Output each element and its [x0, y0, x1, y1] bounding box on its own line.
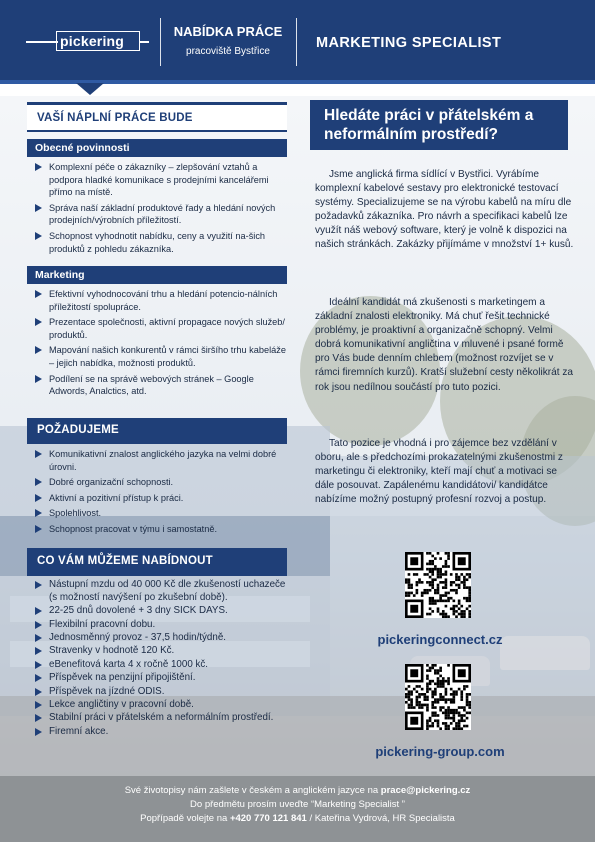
marketing-title: Marketing	[27, 266, 287, 284]
logo-text: pickering	[60, 33, 125, 49]
list-item: eBenefitová karta 4 x ročně 1000 kč.	[27, 659, 289, 672]
candidate-paragraph: Ideální kandidát má zkušenosti s marketingem a základní znalosti elektroniky. Má chuť řešit technické problémy, je proaktivní a organizačně schopný. Velmi dobrá komunikativní angličtina v mluvené i psané formě pro Vás bude denním chlebem (možnost rozvíjet se v rámci firemních kurzů). Kratší služební cesty několikrát za rok jsou nedílnou součástí pro tuto pozici.	[315, 297, 574, 393]
offer-title: NABÍDKA PRÁCE	[173, 24, 283, 39]
url-pickering-group[interactable]: pickering-group.com	[375, 744, 505, 759]
bullet-icon	[35, 346, 42, 354]
list-item: Dobré organizační schopnosti.	[27, 476, 289, 489]
bullet-icon	[35, 318, 42, 326]
header-notch	[76, 83, 104, 95]
bullet-icon	[35, 701, 42, 709]
bullet-icon	[35, 375, 42, 383]
url-pickeringconnect[interactable]: pickeringconnect.cz	[377, 632, 503, 647]
left-column	[27, 100, 287, 776]
list-item: Schopnost pracovat v týmu i samostatně.	[27, 523, 289, 536]
list-item: Komplexní péče o zákazníky – zlepšování vztahů a podpora hladké komunikace s prodejními kancelářemi přímo na místě.	[27, 161, 289, 199]
marketing-list	[27, 288, 289, 401]
footer-line-2: Do předmětu prosím uveďte “Marketing Specialist ”	[190, 799, 405, 810]
list-item: Příspěvek na jízdné ODIS.	[27, 686, 289, 699]
contact-phone[interactable]: +420 770 121 841	[229, 813, 307, 824]
list-item: Spolehlivost.	[27, 507, 289, 520]
list-item: Jednosměnný provoz - 37,5 hodin/týdně.	[27, 632, 289, 645]
list-item: Lekce angličtiny v pracovní době.	[27, 699, 289, 712]
offer-list	[27, 579, 289, 739]
bullet-icon	[35, 494, 42, 502]
intro-paragraph: Jsme anglická firma sídlící v Bystřici. Vyrábíme komplexní kabelové sestavy pro elektronické testovací systémy. Specializujeme se na výrobu kabelů na míru dle požadavků zákazníka. Pro návrh a specifikaci kabelů lze využít náš webový software, který je volně k dispozici na našich stránkách. Zakázky přijímáme v množství 1+ kusů.	[315, 169, 574, 251]
list-item: Správa naší základní produktové řady a hledání nových prodejních/výrobních příležitostí.	[27, 202, 289, 227]
bullet-icon	[35, 525, 42, 533]
requirements-list	[27, 448, 289, 539]
bullet-icon	[35, 661, 42, 669]
bullet-icon	[35, 509, 42, 517]
list-item: Příspěvek na penzijní připojištění.	[27, 672, 289, 685]
contact-email[interactable]: prace@pickering.cz	[380, 785, 471, 796]
bullet-icon	[35, 688, 42, 696]
general-duties-list	[27, 161, 289, 258]
offer-section-title: CO VÁM MŮŽEME NABÍDNOUT	[27, 548, 287, 576]
bullet-icon	[35, 714, 42, 722]
bullet-icon	[35, 290, 42, 298]
offer-subtitle: pracoviště Bystřice	[186, 46, 270, 57]
job-title: MARKETING SPECIALIST	[316, 35, 502, 51]
list-item: Nástupní mzdu od 40 000 Kč dle zkušeností uchazeče (s možností navýšení po zkušební době).	[27, 579, 289, 605]
bullet-icon	[35, 163, 42, 171]
headline-panel: Hledáte práci v přátelském a neformálním prostředí?	[310, 100, 568, 150]
bullet-icon	[35, 232, 42, 240]
general-duties-title: Obecné povinnosti	[27, 139, 287, 157]
list-item: Prezentace společnosti, aktivní propagace nových služeb/ produktů.	[27, 316, 289, 341]
bullet-icon	[35, 728, 42, 736]
requirements-title: POŽADUJEME	[27, 418, 287, 444]
list-item: Schopnost vyhodnotit nabídku, ceny a využití na-šich produktů z pohledu zákazníka.	[27, 230, 289, 255]
bullet-icon	[35, 674, 42, 682]
footer-line-3: Popřípadě volejte na +420 770 121 841 / Kateřina Vydrová, HR Specialista	[140, 813, 455, 824]
list-item: Stravenky v hodnotě 120 Kč.	[27, 645, 289, 658]
list-item: Mapování našich konkurentů v rámci širšího trhu kabeláže – jejich nabídka, možnosti produktů.	[27, 344, 289, 369]
bullet-icon	[35, 581, 42, 589]
footer-line-1: Své životopisy nám zašlete v českém a anglickém jazyce na prace@pickering.cz	[124, 785, 471, 796]
header-divider	[296, 18, 297, 66]
bullet-icon	[35, 204, 42, 212]
pickering-logo	[26, 24, 148, 64]
list-item: Firemní akce.	[27, 726, 289, 739]
list-item: Komunikativní znalost anglického jazyka na velmi dobré úrovni.	[27, 448, 289, 473]
bullet-icon	[35, 478, 42, 486]
qr-code-icon	[405, 552, 471, 618]
list-item: Efektivní vyhodnocování trhu a hledání potencio-nálních příležitostí spolupráce.	[27, 288, 289, 313]
duties-title: VAŠÍ NÁPLNÍ PRÁCE BUDE	[27, 102, 287, 132]
qr-code-icon	[405, 664, 471, 730]
logo-line-left	[26, 41, 58, 43]
bullet-icon	[35, 621, 42, 629]
position-paragraph: Tato pozice je vhodná i pro zájemce bez vzdělání v oboru, ale s předchozími prokazatelnými zkušenostmi z marketingu či elektroniky, kteří mají chuť a motivaci se dále posouvat. Zapálenému kandidátovi/ kandidátce nabízíme možný postupný profesní rozvoj a postup.	[315, 438, 563, 506]
list-item: Aktivní a pozitivní přístup k práci.	[27, 492, 289, 505]
bullet-icon	[35, 450, 42, 458]
logo-line-right	[139, 41, 149, 43]
bullet-icon	[35, 647, 42, 655]
list-item: Flexibilní pracovní dobu.	[27, 619, 289, 632]
list-item: 22-25 dnů dovolené + 3 dny SICK DAYS.	[27, 605, 289, 618]
bullet-icon	[35, 607, 42, 615]
list-item: Podílení se na správě webových stránek – Google Adwords, Analctics, atd.	[27, 373, 289, 398]
footer-contact	[0, 776, 595, 842]
list-item: Stabilní práci v přátelském a neformálním prostředí.	[27, 712, 289, 725]
bullet-icon	[35, 634, 42, 642]
